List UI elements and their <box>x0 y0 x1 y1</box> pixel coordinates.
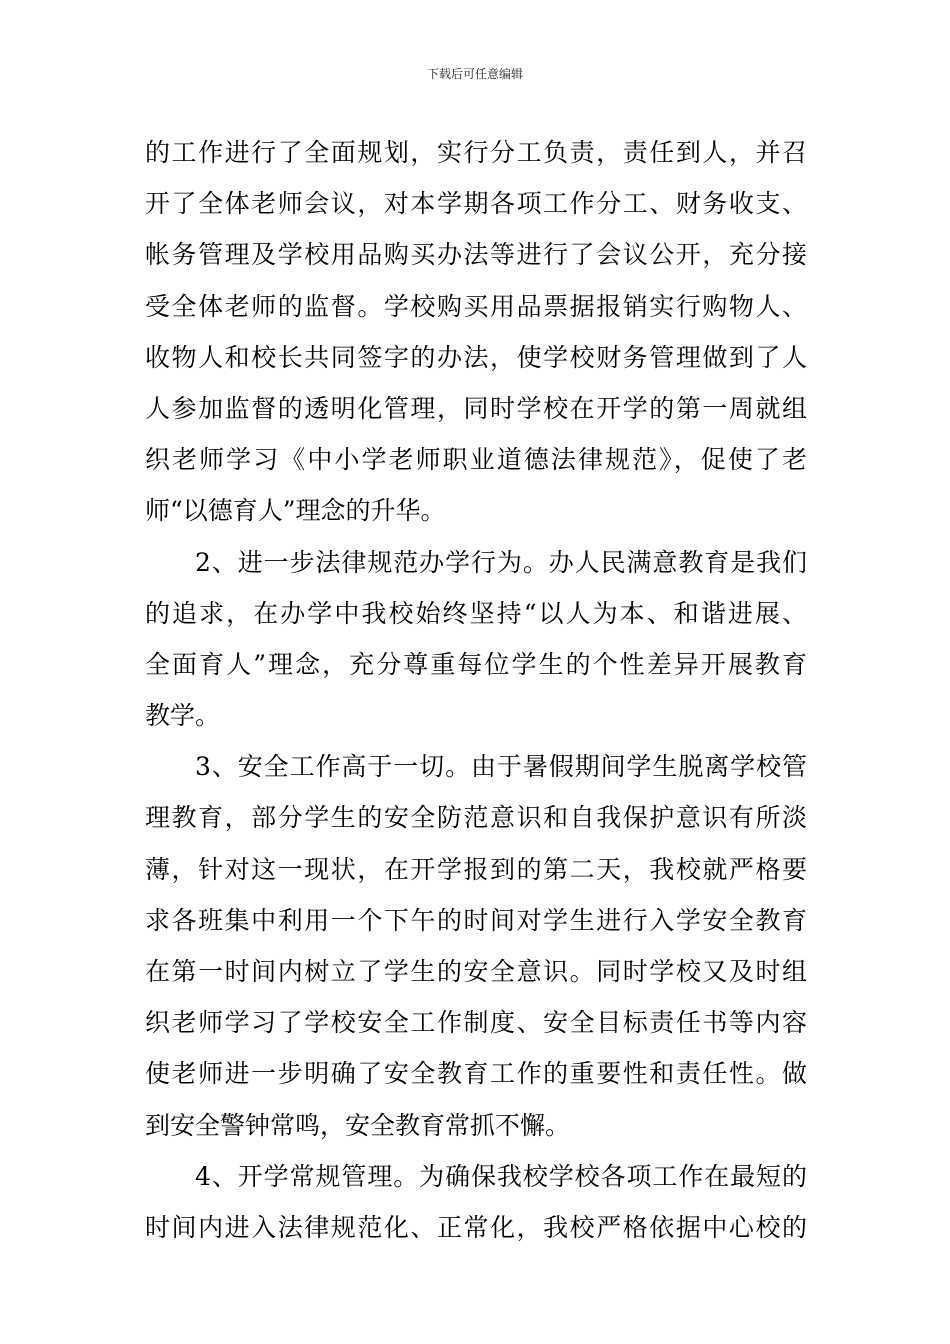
text-line: 薄，针对这一现状，在开学报到的第二天，我校就严格要 <box>145 854 807 884</box>
paragraph <box>145 127 807 537</box>
text-line: 到安全警钟常鸣，安全教育常抓不懈。 <box>145 1110 571 1140</box>
text-line: 求各班集中利用一个下午的时间对学生进行入学安全教育 <box>145 905 807 935</box>
text-line: 受全体老师的监督。学校购买用品票据报销实行购物人、 <box>145 291 807 321</box>
text-line: 全面育人”理念，充分尊重每位学生的个性差异开展教育 <box>145 649 807 679</box>
text-line: 理教育，部分学生的安全防范意识和自我保护意识有所淡 <box>145 803 807 833</box>
paragraph <box>145 741 807 1151</box>
text-line: 开了全体老师会议，对本学期各项工作分工、财务收支、 <box>145 189 807 219</box>
text-line: 2、进一步法律规范办学行为。办人民满意教育是我们 <box>195 547 807 577</box>
text-line: 帐务管理及学校用品购买办法等进行了会议公开，充分接 <box>145 240 807 270</box>
text-line: 在第一时间内树立了学生的安全意识。同时学校又及时组 <box>145 957 807 986</box>
paragraph <box>145 1151 807 1253</box>
text-line: 人参加监督的透明化管理，同时学校在开学的第一周就组 <box>145 393 807 423</box>
text-line: 时间内进入法律规范化、正常化，我校严格依据中心校的 <box>145 1212 807 1242</box>
text-line: 收物人和校长共同签字的办法，使学校财务管理做到了人 <box>145 342 807 372</box>
text-line: 4、开学常规管理。为确保我校学校各项工作在最短的 <box>195 1161 807 1191</box>
text-line: 的追求，在办学中我校始终坚持“以人为本、和谐进展、 <box>145 598 807 628</box>
paragraph <box>145 537 807 742</box>
text-line: 的工作进行了全面规划，实行分工负责，责任到人，并召 <box>145 138 807 167</box>
text-line: 织老师学习《中小学老师职业道德法律规范》，促使了老 <box>145 445 807 475</box>
page-header: 下载后可任意编辑 <box>426 67 523 81</box>
text-line: 3、安全工作高于一切。由于暑假期间学生脱离学校管 <box>195 752 807 782</box>
text-line: 织老师学习了学校安全工作制度、安全目标责任书等内容 <box>145 1008 807 1038</box>
text-line: 使老师进一步明确了安全教育工作的重要性和责任性。做 <box>145 1059 807 1089</box>
text-line: 教学。 <box>145 701 221 731</box>
document-body <box>145 127 807 1253</box>
text-line: 师“以德育人”理念的升华。 <box>145 496 446 526</box>
